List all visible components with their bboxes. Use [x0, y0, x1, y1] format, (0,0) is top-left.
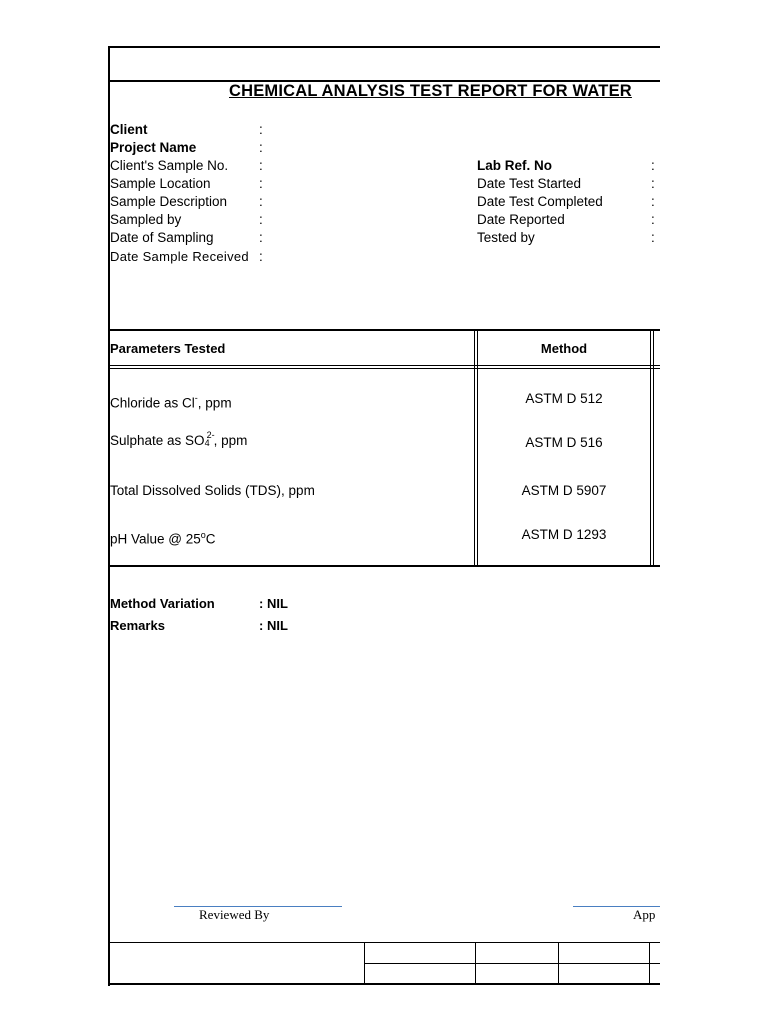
date-test-completed-label: Date Test Completed — [477, 194, 603, 209]
colon: : — [259, 176, 263, 191]
sheet-bottom-border — [108, 983, 660, 985]
tested-by-label: Tested by — [477, 230, 535, 245]
table-col-rule — [653, 329, 654, 567]
footer-rule — [364, 963, 660, 964]
date-reported-label: Date Reported — [477, 212, 565, 227]
footer-rule — [108, 942, 660, 943]
header-method: Method — [540, 341, 588, 356]
colon: : — [651, 212, 655, 227]
table-rule — [108, 365, 660, 366]
date-of-sampling-label: Date of Sampling — [110, 230, 214, 245]
remarks-value: : NIL — [259, 618, 288, 633]
method-variation-label: Method Variation — [110, 596, 215, 611]
colon: : — [651, 158, 655, 173]
header-parameters-tested: Parameters Tested — [110, 341, 226, 356]
date-test-started-label: Date Test Started — [477, 176, 582, 191]
reviewed-by-label: Reviewed By — [199, 907, 270, 922]
colon: : — [259, 122, 263, 137]
footer-col-rule — [649, 942, 650, 984]
sample-location-label: Sample Location — [110, 176, 211, 191]
colon: : — [651, 194, 655, 209]
sample-description-label: Sample Description — [110, 194, 228, 209]
client-label: Client — [110, 122, 148, 137]
remarks-label: Remarks — [110, 618, 165, 633]
colon: : — [259, 212, 263, 227]
client-sample-no-label: Client's Sample No. — [110, 158, 229, 173]
colon: : — [259, 230, 263, 245]
footer-col-rule — [475, 942, 476, 984]
date-sample-received-label: Date Sample Received — [110, 249, 249, 264]
method-ph: ASTM D 1293 — [521, 527, 607, 542]
footer-col-rule — [558, 942, 559, 984]
colon: : — [651, 230, 655, 245]
footer-col-rule — [364, 942, 365, 984]
method-tds: ASTM D 5907 — [521, 483, 607, 498]
param-sulphate: Sulphate as SO 4 2- , ppm — [110, 430, 248, 448]
colon: : — [259, 140, 263, 155]
table-rule — [108, 565, 660, 567]
colon: : — [651, 176, 655, 191]
param-ph: pH Value @ 25$^o$C — [110, 530, 216, 547]
project-name-label: Project Name — [110, 140, 197, 155]
sampled-by-label: Sampled by — [110, 212, 182, 227]
approved-by-label: App — [633, 907, 656, 922]
table-col-rule — [650, 329, 651, 567]
param-tds: Total Dissolved Solids (TDS), ppm — [110, 483, 315, 498]
sheet-top-border — [108, 46, 660, 48]
colon: : — [259, 158, 263, 173]
method-chloride: ASTM D 512 — [525, 391, 603, 406]
colon: : — [259, 249, 263, 264]
method-variation-value: : NIL — [259, 596, 288, 611]
report-title: CHEMICAL ANALYSIS TEST REPORT FOR WATER — [229, 82, 632, 100]
table-col-rule — [474, 329, 475, 567]
table-rule — [108, 368, 660, 369]
table-rule — [108, 329, 660, 331]
method-sulphate: ASTM D 516 — [525, 435, 603, 450]
param-chloride: Chloride as Cl-, ppm — [110, 393, 232, 411]
lab-ref-no-label: Lab Ref. No — [477, 158, 553, 173]
colon: : — [259, 194, 263, 209]
